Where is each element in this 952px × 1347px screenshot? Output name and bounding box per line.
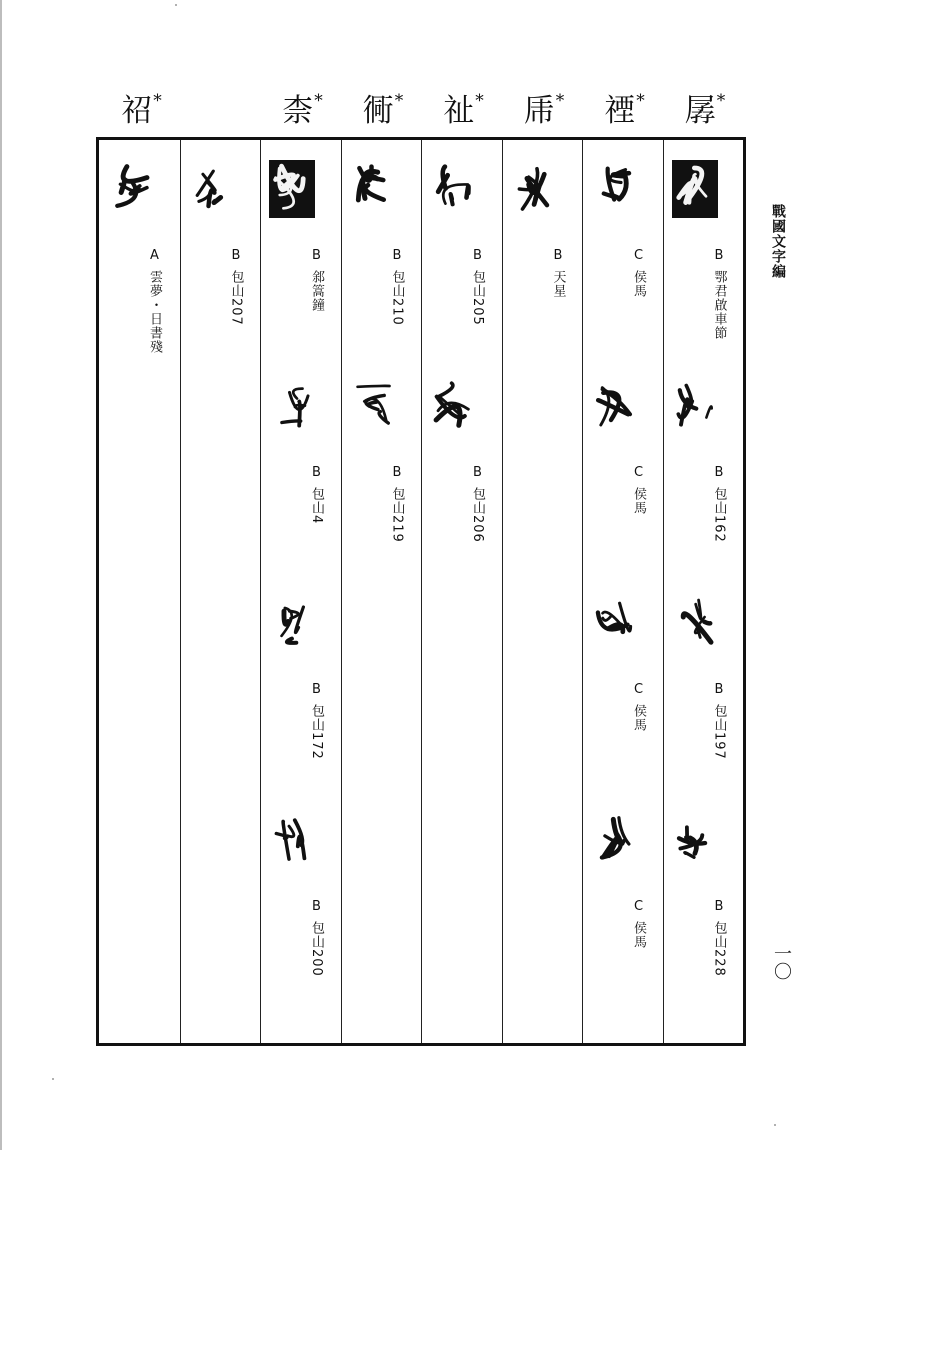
column-head [504,88,585,138]
column-head [343,88,424,138]
new-character-mark: * [555,91,565,111]
character-column [260,140,341,1043]
dynasty-letter: C [631,682,646,698]
new-character-mark: * [314,91,323,111]
dynasty-letter: B [309,899,324,915]
dynasty-letter: C [631,248,646,264]
character-column [341,140,422,1043]
dynasty-letter: B [711,682,727,698]
seal-glyph [189,160,235,218]
dynasty-letter: B [470,248,485,264]
source-name: 侯馬 [631,487,646,515]
character-entry [422,158,502,358]
seal-glyph [672,377,718,435]
seal-glyph [430,377,476,435]
character-column [99,140,179,1043]
source-number: 200 [309,949,324,977]
source-label [629,248,647,298]
source-name: 包山 [711,921,727,949]
source-name: 包山 [389,270,405,298]
source-number: 219 [389,515,405,543]
source-label [388,465,406,543]
new-character-mark: * [475,91,484,111]
source-number: 210 [389,298,405,326]
character-entry [422,375,502,575]
new-character-mark: * [636,91,645,111]
binding-edge [0,0,2,1150]
column-head [584,88,665,138]
source-label [227,248,245,326]
character-entry [261,375,341,575]
source-name: 雲夢・日書殘 [147,270,162,354]
source-label [307,465,325,524]
source-name: 包山 [470,270,485,298]
headword: 乕 [523,93,555,129]
seal-glyph [430,160,476,218]
new-character-mark: * [153,91,162,111]
seal-glyph [269,811,315,869]
character-entry [261,809,341,1009]
column-head [262,88,343,138]
character-column [582,140,663,1043]
scan-speck [774,1124,776,1126]
column-head [101,88,182,138]
character-entry [664,809,744,1009]
source-number: 162 [711,515,727,543]
scan-speck [175,4,177,6]
source-number: 228 [711,949,727,977]
source-label [468,465,486,543]
seal-glyph [350,160,396,218]
source-number: 172 [309,732,324,760]
source-label [629,465,647,515]
source-name: 侯馬 [631,704,646,732]
character-column [663,140,744,1043]
seal-glyph [511,160,557,218]
source-label [710,899,728,977]
dynasty-letter: B [228,248,244,264]
source-label [307,899,325,977]
source-name: 侯馬 [631,270,646,298]
headword: 衕 [362,93,394,129]
dynasty-letter: B [711,899,727,915]
source-name: 包山 [309,487,324,515]
seal-glyph [107,160,153,218]
source-name: 包山 [711,487,727,515]
seal-glyph [350,377,396,435]
headword: 柰 [282,93,314,129]
source-label [388,248,406,326]
new-character-mark: * [394,91,404,111]
dynasty-letter: B [550,248,566,264]
new-character-mark: * [716,91,726,111]
character-entry [342,158,422,358]
source-label [307,248,325,312]
character-table [96,137,746,1046]
character-column [502,140,583,1043]
character-entry [664,158,744,358]
page-number: 一〇 [771,944,792,980]
headword: 孱 [684,93,716,129]
rubbing-glyph [269,160,315,218]
source-number: 4 [309,515,324,525]
seal-glyph [269,377,315,435]
dynasty-letter: B [309,248,324,264]
book-title: 戰國文字編 [770,204,786,279]
headword: 禋 [604,93,636,129]
character-entry [181,158,261,358]
seal-glyph [672,811,718,869]
headword: 祉 [443,93,475,129]
dynasty-letter: B [309,465,324,481]
source-name: 包山 [309,921,324,949]
character-column [180,140,261,1043]
source-name: 包山 [711,704,727,732]
source-label [710,465,728,543]
character-entry [583,375,663,575]
scan-speck [52,1078,54,1080]
dynasty-letter: B [711,248,727,264]
seal-glyph [269,594,315,652]
column-head [665,88,746,138]
source-name: 鄂君啟車節 [711,270,727,340]
source-label [307,682,325,760]
dynasty-letter: B [470,465,485,481]
dynasty-letter: C [631,899,646,915]
dynasty-letter: C [631,465,646,481]
character-entry [583,592,663,792]
character-column [421,140,502,1043]
column-head [423,88,504,138]
character-entry [99,158,179,358]
source-label [710,248,728,340]
seal-glyph [672,594,718,652]
source-label [549,248,567,298]
source-label [468,248,486,326]
dynasty-letter: B [711,465,727,481]
source-number: 197 [711,732,727,760]
dynasty-letter: B [309,682,324,698]
seal-glyph [591,594,637,652]
seal-glyph [591,377,637,435]
character-entry [664,592,744,792]
source-name: 包山 [228,270,244,298]
rubbing-glyph [672,160,718,218]
character-entry [503,158,583,358]
source-name: 侯馬 [631,921,646,949]
character-entry [664,375,744,575]
source-number: 207 [228,298,244,326]
character-entry [342,375,422,575]
source-name: 包山 [309,704,324,732]
dynasty-letter: B [389,465,405,481]
column-head [182,88,263,138]
headword-row [98,88,748,138]
headword: 祒 [121,93,153,129]
source-label [145,248,163,354]
character-entry [583,809,663,1009]
character-entry [583,158,663,358]
character-entry [261,158,341,358]
source-name: 包山 [389,487,405,515]
seal-glyph [591,160,637,218]
source-name: 天星 [550,270,566,298]
seal-glyph [591,811,637,869]
source-label [710,682,728,760]
character-entry [261,592,341,792]
source-label [629,682,647,732]
dynasty-letter: B [389,248,405,264]
source-label [629,899,647,949]
source-name: 包山 [470,487,485,515]
source-number: 205 [470,298,485,326]
source-number: 206 [470,515,485,543]
source-name: 䣄篙鐘 [309,270,324,312]
dynasty-letter: A [147,248,162,264]
